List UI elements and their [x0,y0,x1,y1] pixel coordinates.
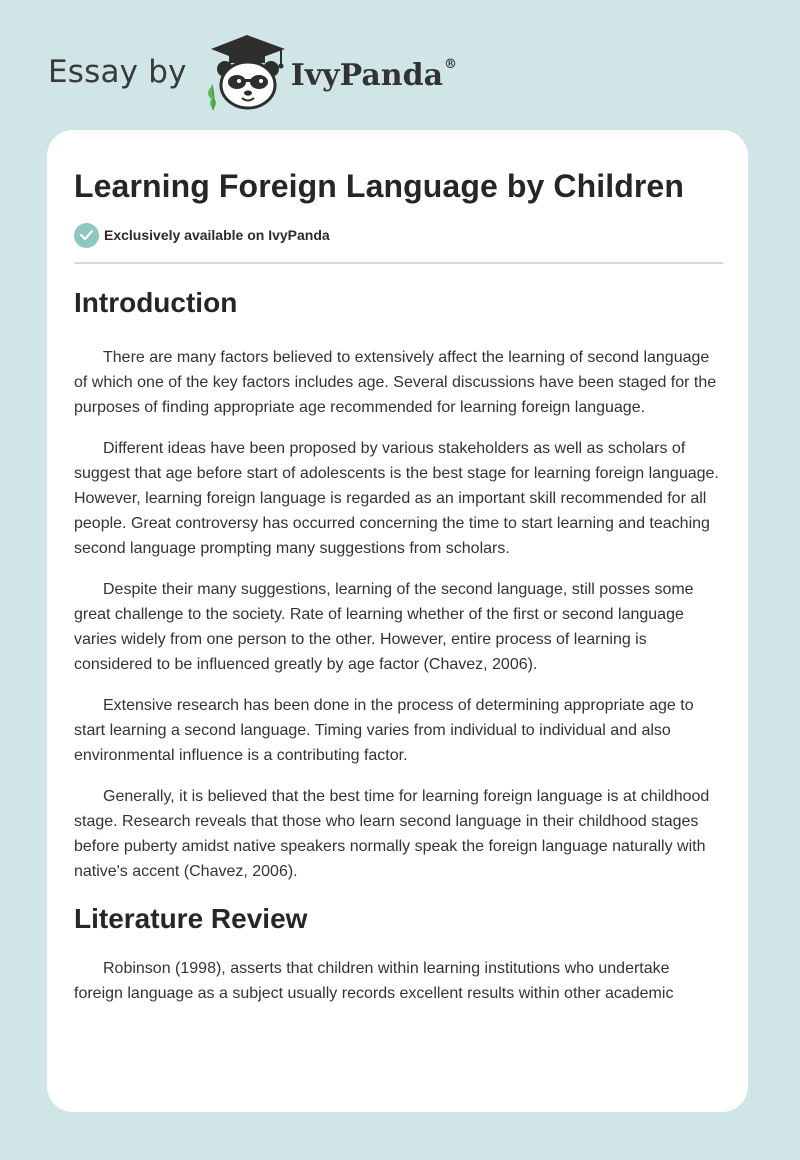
paragraph: Despite their many suggestions, learning of the second language, still posses some great challenge to the society. Rate of learning whether of the first or second language varies widely from one person to the other. However, entire process of learning is considered to be influenced greatly by age factor (Chavez, 2006). [74,581,694,673]
paragraph: Extensive research has been done in the process of determining appropriate age to start learning a second language. Timing varies from individual to individual and also environmental influence is a contributing factor. [74,697,694,764]
check-circle-icon [74,223,99,248]
essay-title: Learning Foreign Language by Children [74,168,684,204]
paragraph: There are many factors believed to extensively affect the learning of second language of which one of the key factors includes age. Several discussions have been staged for the purposes of finding appropriate age recommended for learning foreign language. [74,349,717,416]
section-heading-introduction: Introduction [74,287,238,318]
brand-name[interactable]: IvyPanda® [290,56,458,93]
site-header [48,32,457,112]
exclusive-badge [74,222,722,248]
introduction-body [74,345,722,884]
exclusive-badge-label: Exclusively available on IvyPanda [104,227,330,243]
ivypanda-logo-icon[interactable] [201,33,297,111]
literature-review-body [74,956,722,1006]
essay-card [47,130,748,1112]
paragraph: Different ideas have been proposed by various stakeholders as well as scholars of suggest that age before start of adolescents is the best stage for learning foreign language. However, learning foreign language is regarded as an important skill recommended for all people. Great controversy has occurred concerning the time to start learning and teaching second language prompting many suggestions from scholars. [74,440,719,557]
title-divider [74,262,723,264]
registered-mark: ® [444,56,458,72]
essay-by-label: Essay by [48,54,187,90]
section-heading-literature-review: Literature Review [74,903,308,934]
paragraph: Robinson (1998), asserts that children within learning institutions who undertake foreign language as a subject usually records excellent results within other academic [74,960,674,1002]
paragraph: Generally, it is believed that the best time for learning foreign language is at childhood stage. Research reveals that those who learn second language in their childhood stages before puberty amidst native speakers normally speak the foreign language naturally with native's accent (Chavez, 2006). [74,788,710,880]
